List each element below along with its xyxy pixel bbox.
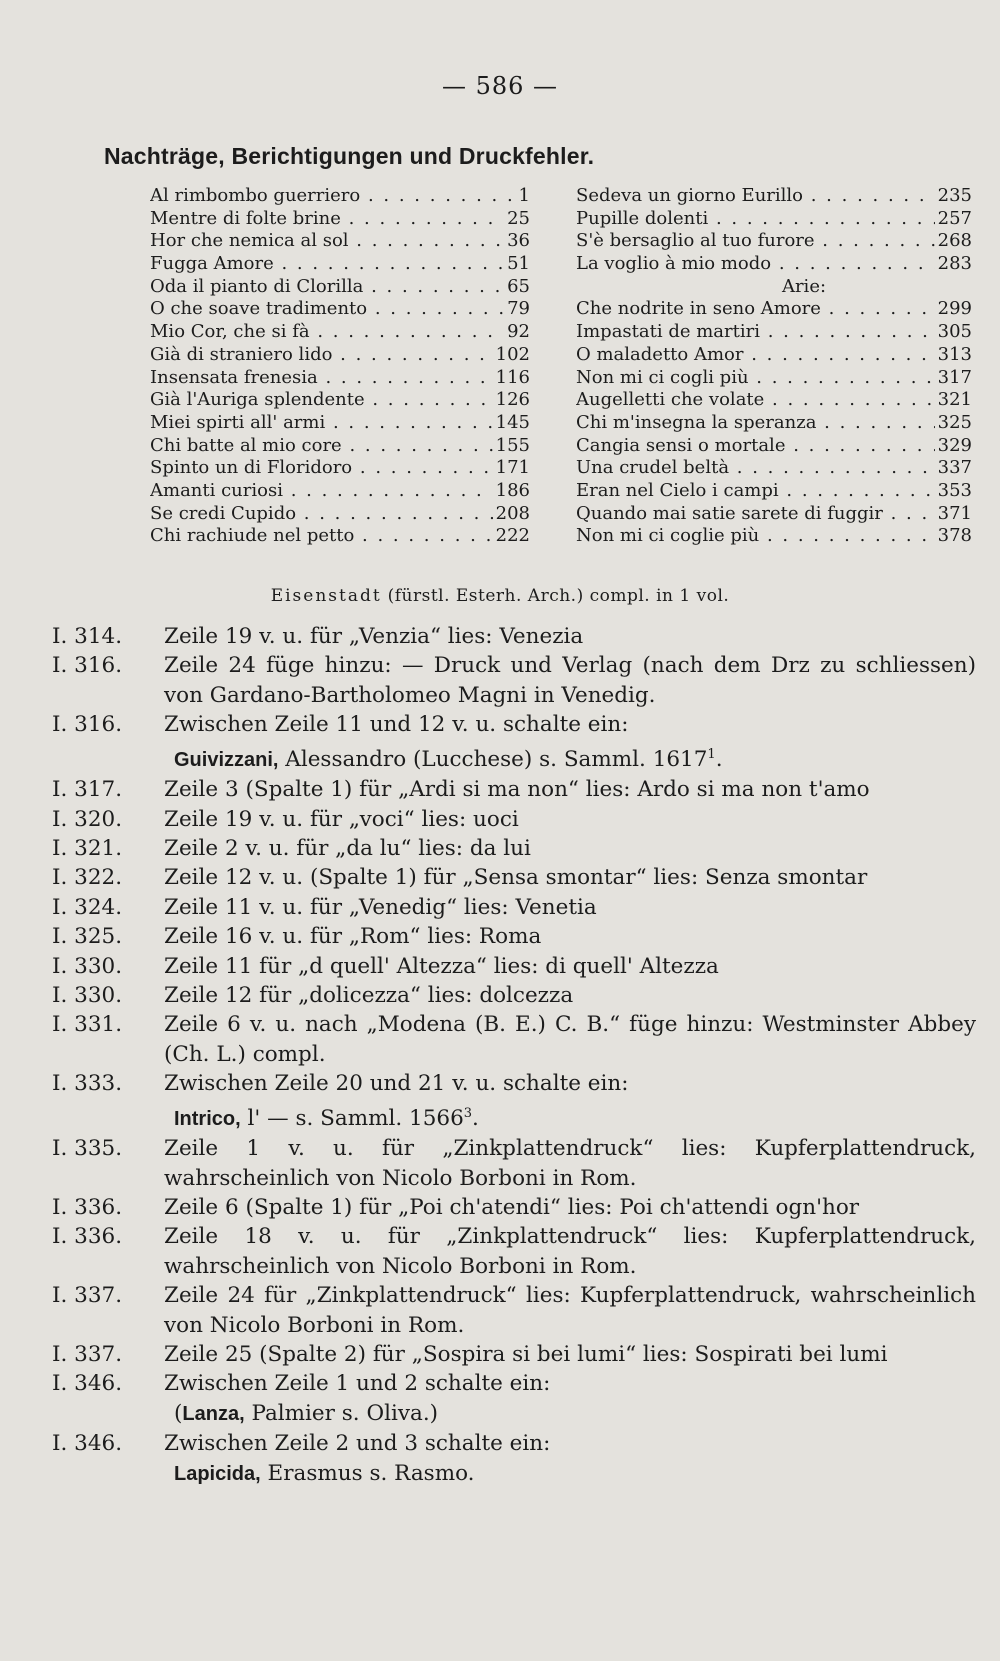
correction-text (164, 651, 976, 710)
correction-body: Zwischen Zeile 1 und 2 schalte ein: (164, 1371, 551, 1397)
correction-body: Zwischen Zeile 2 und 3 schalte ein: (164, 1431, 551, 1457)
correction-text (164, 981, 976, 1010)
correction-entry (52, 981, 976, 1010)
index-entry-page: 329 (935, 435, 972, 458)
correction-entry (52, 1281, 976, 1340)
correction-body: Zeile 19 v. u. für „Venzia“ lies: Venezia (164, 624, 584, 649)
index-entry-page: 79 (504, 298, 530, 321)
index-entry-title: Hor che nemica al sol . . . (150, 230, 504, 253)
correction-body: Zeile 1 v. u. für „Zinkplattendruck“ lies: Kupferplattendruck, wahrscheinlich von Nicolo Borboni in Rom. (164, 1136, 976, 1191)
index-entry-title: Mentre di folte brine . . . (150, 208, 504, 231)
index-entry-title: O che soave tradimento . . . (150, 298, 504, 321)
index-entry (150, 344, 530, 367)
index-entry (576, 457, 972, 480)
index-entry-page: 1 (516, 185, 530, 208)
index-entry (150, 412, 530, 435)
correction-text (164, 1010, 976, 1069)
index-entry-title: Amanti curiosi . . . (150, 480, 493, 503)
index-entry-title: Chi batte al mio core . . . (150, 435, 493, 458)
correction-ref: I. 336. (52, 1195, 123, 1221)
index-entry (150, 298, 530, 321)
index-entry-page: 145 (493, 412, 530, 435)
addendum-name: Lanza, (182, 1402, 245, 1425)
index-entry-title: Mio Cor, che si fà . . . (150, 321, 504, 344)
correction-ref: I. 333. (52, 1071, 123, 1097)
index-entry (150, 480, 530, 503)
index-entry-page: 299 (935, 298, 972, 321)
corrections-list (52, 622, 976, 1489)
index-entry-title: Già di straniero lido . . . (150, 344, 493, 367)
index-entry-title: Non mi ci cogli più . . . (576, 367, 935, 390)
index-entry-title: Chi rachiude nel petto . . . (150, 525, 493, 548)
addendum-end: . (472, 1105, 479, 1131)
addendum-text: Palmier s. Oliva.) (244, 1400, 439, 1426)
correction-text (164, 1134, 976, 1193)
correction-text (164, 622, 976, 651)
index-entry-page: 313 (935, 344, 972, 367)
index-entry (576, 344, 972, 367)
index-entry-page: 257 (935, 208, 972, 231)
index-entry-page: 325 (935, 412, 972, 435)
source-line (0, 586, 1000, 606)
section-heading: Nachträge, Berichtigungen und Druckfehler. (104, 143, 595, 169)
index-entry-title: Che nodrite in seno Amore . . . (576, 298, 935, 321)
correction-body: Zeile 24 füge hinzu: — Druck und Verlag (nach dem Drz zu schliessen) von Gardano-Bartholomeo Magni in Venedig. (164, 653, 976, 708)
correction-ref: I. 314. (52, 624, 123, 649)
correction-body: Zeile 11 v. u. für „Venedig“ lies: Venetia (164, 894, 597, 920)
correction-entry (52, 805, 976, 834)
index-entry-title: Fugga Amore . . . (150, 253, 504, 276)
correction-text (164, 952, 976, 981)
correction-text (164, 805, 976, 834)
correction-text (164, 1222, 976, 1281)
index-entry-page: 305 (935, 321, 972, 344)
correction-ref: I. 337. (52, 1342, 123, 1368)
index-entry-title: S'è bersaglio al tuo furore . . . (576, 230, 935, 253)
addendum-name: Guivizzani, (174, 748, 279, 771)
index-entry-title: Cangia sensi o mortale . . . (576, 435, 935, 458)
index-entry-page: 102 (493, 344, 530, 367)
correction-text (164, 922, 976, 951)
index-entry-page: 126 (493, 389, 530, 412)
correction-body: Zeile 16 v. u. für „Rom“ lies: Roma (164, 924, 542, 950)
correction-ref: I. 316. (52, 712, 123, 738)
correction-body: Zeile 24 für „Zinkplattendruck“ lies: Kupferplattendruck, wahrscheinlich von Nicolo Borboni in Rom. (164, 1283, 976, 1338)
index-entry-title: Insensata frenesia . . . (150, 367, 493, 390)
index-entry-page: 92 (504, 321, 530, 344)
index-entry (576, 480, 972, 503)
index-entry-page: 353 (935, 480, 972, 503)
index-entry (576, 435, 972, 458)
index-entry (150, 321, 530, 344)
index-entry-page: 222 (493, 525, 530, 548)
index-entry (576, 503, 972, 526)
correction-body: Zwischen Zeile 11 und 12 v. u. schalte ein: (164, 712, 629, 738)
correction-body: Zeile 12 v. u. (Spalte 1) für „Sensa smontar“ lies: Senza smontar (164, 865, 868, 891)
correction-ref: I. 335. (52, 1136, 123, 1162)
correction-ref: I. 324. (52, 894, 123, 920)
correction-body: Zeile 11 für „d quell' Altezza“ lies: di quell' Altezza (164, 953, 719, 979)
correction-entry (52, 893, 976, 922)
index-entry (576, 525, 972, 548)
correction-entry (52, 1429, 976, 1489)
index-entry-page: 116 (493, 367, 530, 390)
correction-entry (52, 622, 976, 651)
correction-text (164, 1193, 976, 1222)
correction-body: Zeile 18 v. u. für „Zinkplattendruck“ lies: Kupferplattendruck, wahrscheinlich von Nicolo Borboni in Rom. (164, 1224, 976, 1279)
addendum-text: Erasmus s. Rasmo. (260, 1460, 475, 1486)
index-entry-title: Quando mai satie sarete di fuggir . . . (576, 503, 935, 526)
index-entry-page: 186 (493, 480, 530, 503)
index-entry (150, 276, 530, 299)
correction-text (164, 1340, 976, 1369)
index-entry-title: Eran nel Cielo i campi . . . (576, 480, 935, 503)
index-entry-page: 378 (935, 525, 972, 548)
correction-entry (52, 1369, 976, 1429)
index-entry (150, 457, 530, 480)
index-entry (576, 185, 972, 208)
index-entry-page: 25 (504, 208, 530, 231)
index-entry (150, 503, 530, 526)
index-entry (576, 321, 972, 344)
addendum-text: Alessandro (Lucchese) s. Samml. 1617 (278, 746, 708, 772)
correction-entry (52, 775, 976, 804)
correction-body: Zeile 3 (Spalte 1) für „Ardi si ma non“ lies: Ardo si ma non t'amo (164, 777, 870, 803)
correction-ref: I. 317. (52, 777, 123, 803)
index-right-column (576, 185, 972, 548)
index-entry-title: Pupille dolenti . . . (576, 208, 935, 231)
source-rest: (fürstl. Esterh. Arch.) compl. in 1 vol. (387, 586, 730, 606)
index-entry-page: 337 (935, 457, 972, 480)
addendum-name: Intrico, (174, 1107, 241, 1130)
index-entry-title: La voglio à mio modo . . . (576, 253, 935, 276)
arie-heading: Arie: (781, 275, 827, 297)
correction-entry (52, 1010, 976, 1069)
correction-body: Zeile 6 v. u. nach „Modena (B. E.) C. B.“ füge hinzu: Westminster Abbey (Ch. L.) compl. (164, 1012, 976, 1067)
index-entry (576, 389, 972, 412)
correction-addendum (164, 740, 976, 776)
addendum-prefix: ( (174, 1400, 183, 1426)
index-entry-title: Sedeva un giorno Eurillo . . . (576, 185, 935, 208)
correction-body: Zeile 19 v. u. für „voci“ lies: uoci (164, 806, 519, 832)
index-entry-title: O maladetto Amor . . . (576, 344, 935, 367)
correction-entry (52, 863, 976, 892)
correction-text (164, 1281, 976, 1340)
correction-addendum (164, 1099, 976, 1135)
correction-entry (52, 710, 976, 775)
index-entry-page: 155 (493, 435, 530, 458)
index-entry-title: Una crudel beltà . . . (576, 457, 935, 480)
correction-body: Zeile 6 (Spalte 1) für „Poi ch'atendi“ lies: Poi ch'attendi ogn'hor (164, 1195, 860, 1221)
correction-body: Zwischen Zeile 20 und 21 v. u. schalte ein: (164, 1071, 629, 1097)
correction-text (164, 1369, 976, 1429)
correction-body: Zeile 2 v. u. für „da lu“ lies: da lui (164, 836, 531, 861)
correction-ref: I. 316. (52, 653, 123, 679)
index-entry (576, 412, 972, 435)
index-entry-page: 317 (935, 367, 972, 390)
correction-text (164, 863, 976, 892)
addendum-superscript: 3 (463, 1105, 473, 1121)
index-entry-page: 371 (935, 503, 972, 526)
correction-ref: I. 330. (52, 983, 123, 1009)
correction-entry (52, 922, 976, 951)
correction-entry (52, 1069, 976, 1134)
correction-ref: I. 321. (52, 836, 123, 861)
correction-text (164, 775, 976, 804)
index-entry-title: Chi m'insegna la speranza . . . (576, 412, 935, 435)
index-entry (150, 253, 530, 276)
index-entry-title: Già l'Auriga splendente . . . (150, 389, 493, 412)
correction-ref: I. 322. (52, 865, 123, 891)
index-entry (150, 435, 530, 458)
index-entry-title: Impastati de martiri . . . (576, 321, 935, 344)
index-left-column (150, 185, 530, 548)
addendum-end: . (715, 746, 723, 772)
correction-entry (52, 1340, 976, 1369)
source-place: Eisenstadt (270, 586, 382, 606)
correction-ref: I. 320. (52, 806, 123, 832)
index-entry-title: Oda il pianto di Clorilla . . . (150, 276, 504, 299)
correction-ref: I. 325. (52, 924, 123, 950)
correction-addendum (164, 1459, 976, 1489)
index-entry-page: 65 (504, 276, 530, 299)
index-entry-title: Non mi ci coglie più . . . (576, 525, 935, 548)
index-entry-page: 171 (493, 457, 530, 480)
correction-entry (52, 1134, 976, 1193)
index-entry (150, 389, 530, 412)
index-entry (150, 525, 530, 548)
index-entry (576, 253, 972, 276)
correction-entry (52, 834, 976, 863)
correction-ref: I. 346. (52, 1371, 123, 1397)
index-entry-page: 283 (935, 253, 972, 276)
index-entry-title: Al rimbombo guerriero . . . (150, 185, 516, 208)
index-entry (576, 298, 972, 321)
index-entry-page: 321 (935, 389, 972, 412)
index-entry (150, 367, 530, 390)
correction-ref: I. 330. (52, 953, 123, 979)
correction-ref: I. 346. (52, 1431, 123, 1457)
correction-text (164, 1429, 976, 1489)
page-number: — 586 — (441, 72, 559, 100)
index-entry (150, 230, 530, 253)
index-entry (150, 208, 530, 231)
addendum-name: Lapicida, (174, 1462, 261, 1485)
index-entry-page: 208 (493, 503, 530, 526)
index-entry-title: Miei spirti all' armi . . . (150, 412, 493, 435)
index-entry-title: Spinto un di Floridoro . . . (150, 457, 493, 480)
addendum-text: l' — s. Samml. 1566 (240, 1105, 464, 1131)
correction-body: Zeile 12 für „dolicezza“ lies: dolcezza (164, 983, 574, 1009)
index-entry-page: 235 (935, 185, 972, 208)
index-entry (576, 208, 972, 231)
index-entry-title: Augelletti che volate . . . (576, 389, 935, 412)
correction-entry (52, 1222, 976, 1281)
correction-body: Zeile 25 (Spalte 2) für „Sospira si bei lumi“ lies: Sospirati bei lumi (164, 1342, 888, 1368)
correction-text (164, 1069, 976, 1134)
correction-text (164, 710, 976, 775)
correction-entry (52, 952, 976, 981)
correction-ref: I. 331. (52, 1012, 123, 1038)
index-entry-page: 36 (504, 230, 530, 253)
correction-entry (52, 651, 976, 710)
correction-addendum (164, 1399, 976, 1429)
addendum-superscript: 1 (707, 746, 716, 762)
correction-ref: I. 337. (52, 1283, 123, 1309)
index-entry (576, 367, 972, 390)
index-entry (150, 185, 530, 208)
correction-entry (52, 1193, 976, 1222)
index-entry-page: 51 (504, 253, 530, 276)
correction-text (164, 834, 976, 863)
correction-text (164, 893, 976, 922)
index-entry-page: 268 (935, 230, 972, 253)
index-entry (576, 230, 972, 253)
correction-ref: I. 336. (52, 1224, 123, 1250)
index-entry-title: Se credi Cupido . . . (150, 503, 493, 526)
